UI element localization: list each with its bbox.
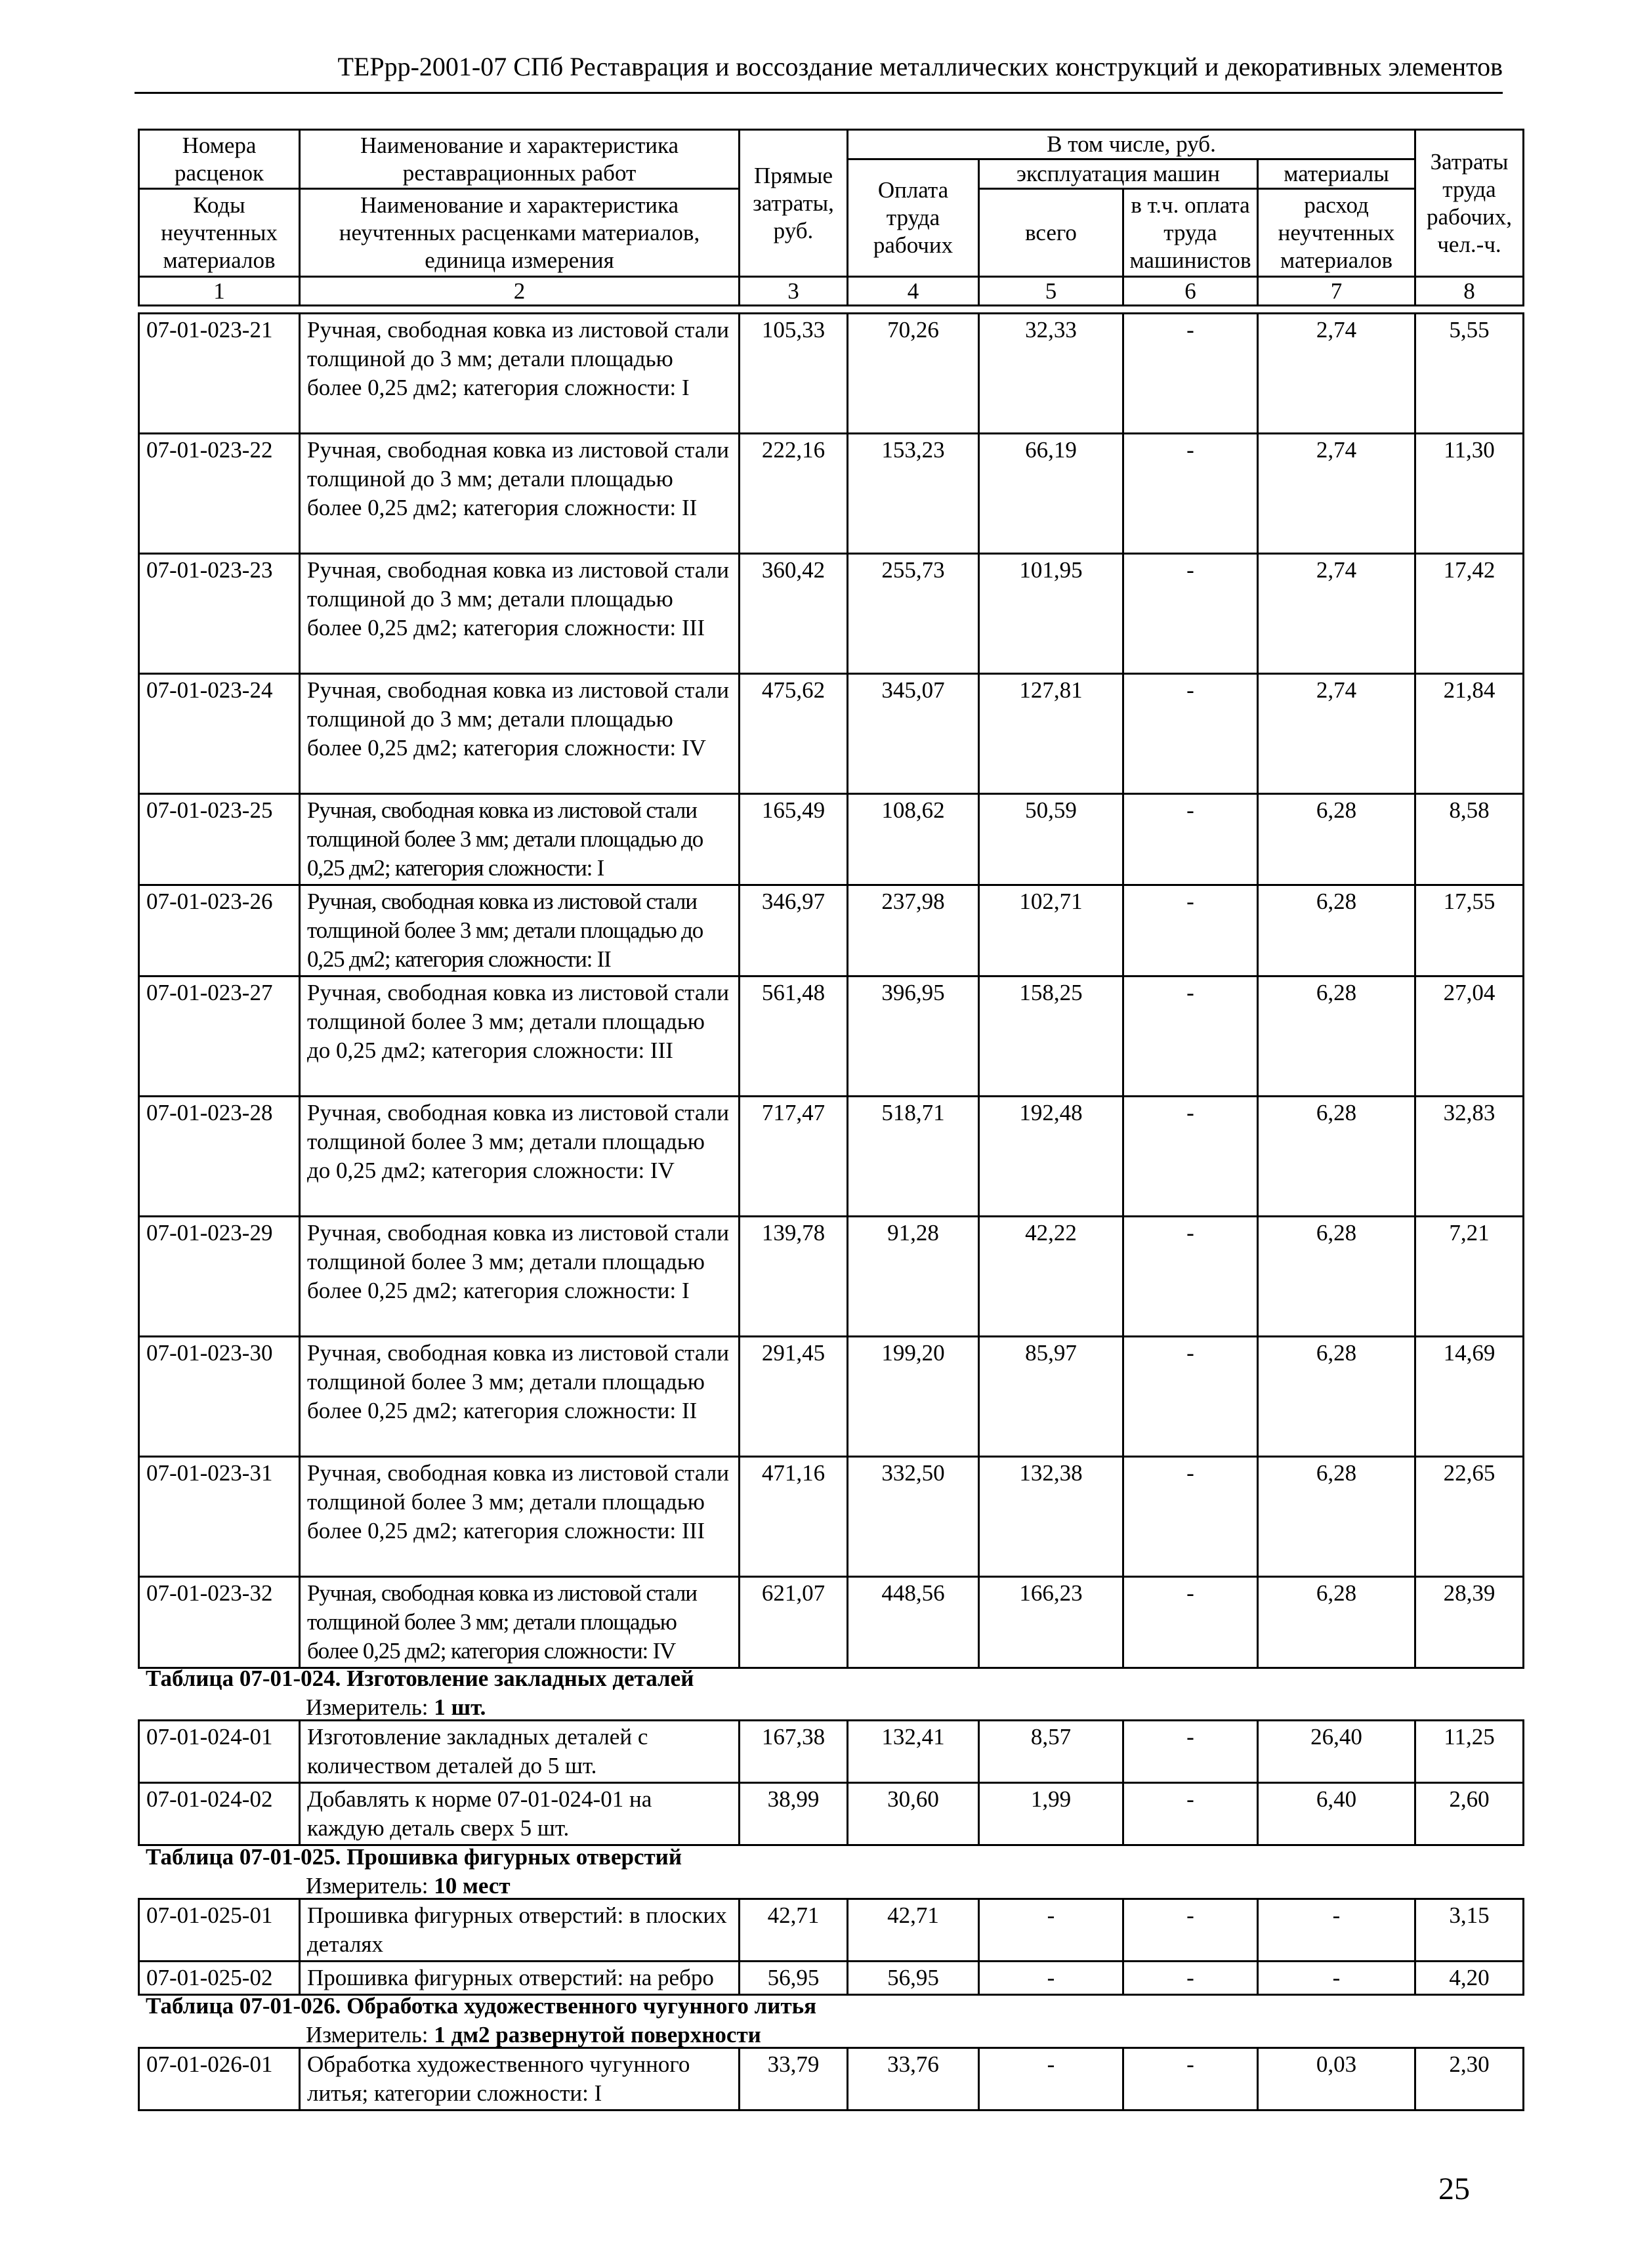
table-row	[139, 1899, 1524, 1962]
table-row	[139, 1337, 1524, 1457]
header-machines: эксплуатация машин	[979, 159, 1258, 189]
cell-direct: 139,78	[740, 1217, 848, 1337]
table-row	[139, 434, 1524, 554]
cell-materials: 2,74	[1258, 434, 1415, 554]
running-header: ТЕРрр-2001-07 СПб Реставрация и воссоздание металлических конструкций и декоративных элементов	[337, 52, 1503, 81]
cell-name: Изготовление закладных деталей с количеством деталей до 5 шт.	[300, 1721, 740, 1783]
col-number: 3	[740, 277, 848, 306]
cell-machines: -	[979, 1962, 1123, 1995]
cell-machinists: -	[1123, 554, 1258, 674]
rates-table	[138, 1719, 1524, 1846]
cell-labor: 56,95	[848, 1962, 979, 1995]
cell-materials: 0,03	[1258, 2048, 1415, 2110]
header-materials: материалы	[1258, 159, 1415, 189]
cell-name: Ручная, свободная ковка из листовой стали толщиной более 3 мм; детали площадью до 0,25 дм2; категория сложности: III	[300, 976, 740, 1097]
unit-label: Измеритель:	[306, 1694, 429, 1720]
cell-hours: 14,69	[1415, 1337, 1524, 1457]
cell-name: Ручная, свободная ковка из листовой стали толщиной до 3 мм; детали площадью более 0,25 дм2; категория сложности: I	[300, 314, 740, 434]
cell-hours: 7,21	[1415, 1217, 1524, 1337]
cell-machines: 127,81	[979, 674, 1123, 794]
cell-direct: 471,16	[740, 1457, 848, 1577]
cell-direct: 167,38	[740, 1721, 848, 1783]
cell-machines: 66,19	[979, 434, 1123, 554]
header-rule	[135, 92, 1503, 94]
cell-machinists: -	[1123, 674, 1258, 794]
cell-materials: 2,74	[1258, 674, 1415, 794]
cell-hours: 32,83	[1415, 1097, 1524, 1217]
cell-direct: 561,48	[740, 976, 848, 1097]
cell-hours: 2,30	[1415, 2048, 1524, 2110]
table-row	[139, 1097, 1524, 1217]
col-number: 2	[300, 277, 740, 306]
cell-hours: 28,39	[1415, 1577, 1524, 1668]
cell-code: 07-01-025-01	[139, 1899, 300, 1962]
col-number: 6	[1123, 277, 1258, 306]
unit-line	[306, 1873, 511, 1899]
cell-code: 07-01-023-24	[139, 674, 300, 794]
cell-labor: 199,20	[848, 1337, 979, 1457]
table-row	[139, 1457, 1524, 1577]
cell-direct: 56,95	[740, 1962, 848, 1995]
cell-labor: 255,73	[848, 554, 979, 674]
header-rate-numbers: Номера расценок	[139, 130, 300, 189]
cell-materials: 26,40	[1258, 1721, 1415, 1783]
col-number: 8	[1415, 277, 1524, 306]
unit-label: Измеритель:	[306, 1873, 429, 1899]
cell-machines: 132,38	[979, 1457, 1123, 1577]
unit-value: 1 дм2 развернутой поверхности	[434, 2022, 761, 2048]
cell-direct: 42,71	[740, 1899, 848, 1962]
cell-labor: 70,26	[848, 314, 979, 434]
table-row	[139, 314, 1524, 434]
cell-materials: -	[1258, 1899, 1415, 1962]
cell-hours: 27,04	[1415, 976, 1524, 1097]
cell-machinists: -	[1123, 1457, 1258, 1577]
cell-name: Ручная, свободная ковка из листовой стали толщиной более 3 мм; детали площадью более 0,25 дм2; категория сложности: II	[300, 1337, 740, 1457]
header-machines-total: всего	[979, 189, 1123, 277]
cell-hours: 11,30	[1415, 434, 1524, 554]
cell-machines: 101,95	[979, 554, 1123, 674]
page-number: 25	[1438, 2172, 1470, 2206]
cell-machinists: -	[1123, 1962, 1258, 1995]
rates-table	[138, 1898, 1524, 1996]
cell-materials: 6,28	[1258, 794, 1415, 885]
cell-materials: 6,28	[1258, 976, 1415, 1097]
unit-line	[306, 2022, 761, 2048]
cell-name: Ручная, свободная ковка из листовой стали толщиной более 3 мм; детали площадью до 0,25 дм2; категория сложности: II	[300, 885, 740, 976]
cell-code: 07-01-024-01	[139, 1721, 300, 1783]
cell-labor: 448,56	[848, 1577, 979, 1668]
cell-materials: 6,28	[1258, 885, 1415, 976]
cell-name: Ручная, свободная ковка из листовой стали толщиной более 3 мм; детали площадью до 0,25 дм2; категория сложности: IV	[300, 1097, 740, 1217]
cell-name: Ручная, свободная ковка из листовой стали толщиной до 3 мм; детали площадью более 0,25 дм2; категория сложности: III	[300, 554, 740, 674]
cell-materials: 2,74	[1258, 314, 1415, 434]
cell-materials: 6,28	[1258, 1577, 1415, 1668]
rates-table	[138, 2047, 1524, 2111]
header-work-name: Наименование и характеристика реставрационных работ	[300, 130, 740, 189]
cell-machinists: -	[1123, 1577, 1258, 1668]
cell-direct: 105,33	[740, 314, 848, 434]
cell-machines: 1,99	[979, 1783, 1123, 1845]
cell-hours: 17,42	[1415, 554, 1524, 674]
cell-machinists: -	[1123, 885, 1258, 976]
cell-labor: 33,76	[848, 2048, 979, 2110]
cell-machines: -	[979, 2048, 1123, 2110]
cell-direct: 291,45	[740, 1337, 848, 1457]
cell-labor: 518,71	[848, 1097, 979, 1217]
cell-labor: 30,60	[848, 1783, 979, 1845]
cell-code: 07-01-023-23	[139, 554, 300, 674]
cell-hours: 21,84	[1415, 674, 1524, 794]
cell-labor: 396,95	[848, 976, 979, 1097]
cell-direct: 360,42	[740, 554, 848, 674]
cell-machines: 102,71	[979, 885, 1123, 976]
cell-hours: 11,25	[1415, 1721, 1524, 1783]
unit-label: Измеритель:	[306, 2022, 429, 2048]
cell-name: Ручная, свободная ковка из листовой стали толщиной более 3 мм; детали площадью более 0,25 дм2; категория сложности: IV	[300, 1577, 740, 1668]
cell-materials: 6,28	[1258, 1457, 1415, 1577]
table-row	[139, 674, 1524, 794]
section-title: Таблица 07-01-026. Обработка художественного чугунного литья	[146, 1993, 817, 2019]
cell-machinists: -	[1123, 434, 1258, 554]
cell-machines: 158,25	[979, 976, 1123, 1097]
cell-direct: 33,79	[740, 2048, 848, 2110]
cell-direct: 621,07	[740, 1577, 848, 1668]
col-number: 7	[1258, 277, 1415, 306]
cell-hours: 4,20	[1415, 1962, 1524, 1995]
cell-direct: 165,49	[740, 794, 848, 885]
cell-labor: 345,07	[848, 674, 979, 794]
cell-direct: 222,16	[740, 434, 848, 554]
cell-name: Ручная, свободная ковка из листовой стали толщиной более 3 мм; детали площадью до 0,25 дм2; категория сложности: I	[300, 794, 740, 885]
table-row	[139, 1783, 1524, 1845]
cell-machines: 192,48	[979, 1097, 1123, 1217]
cell-name: Обработка художественного чугунного литья; категории сложности: I	[300, 2048, 740, 2110]
header-material-codes: Коды неучтенных материалов	[139, 189, 300, 277]
cell-direct: 717,47	[740, 1097, 848, 1217]
cell-code: 07-01-026-01	[139, 2048, 300, 2110]
cell-machines: 85,97	[979, 1337, 1123, 1457]
cell-machines: 166,23	[979, 1577, 1123, 1668]
cell-labor: 108,62	[848, 794, 979, 885]
cell-direct: 38,99	[740, 1783, 848, 1845]
cell-machines: 42,22	[979, 1217, 1123, 1337]
table-row	[139, 976, 1524, 1097]
cell-hours: 3,15	[1415, 1899, 1524, 1962]
cell-code: 07-01-023-21	[139, 314, 300, 434]
cell-materials: 6,28	[1258, 1217, 1415, 1337]
cell-materials: -	[1258, 1962, 1415, 1995]
cell-name: Ручная, свободная ковка из листовой стали толщиной до 3 мм; детали площадью более 0,25 дм2; категория сложности: II	[300, 434, 740, 554]
unit-value: 1 шт.	[434, 1694, 486, 1720]
unit-value: 10 мест	[434, 1873, 511, 1899]
cell-code: 07-01-023-28	[139, 1097, 300, 1217]
cell-machines: 50,59	[979, 794, 1123, 885]
cell-machinists: -	[1123, 1337, 1258, 1457]
cell-code: 07-01-023-30	[139, 1337, 300, 1457]
cell-machinists: -	[1123, 1217, 1258, 1337]
table-row	[139, 554, 1524, 674]
table-row	[139, 2048, 1524, 2110]
header-labor-pay: Оплата труда рабочих	[848, 159, 979, 277]
cell-materials: 6,28	[1258, 1337, 1415, 1457]
cell-materials: 6,40	[1258, 1783, 1415, 1845]
cell-machinists: -	[1123, 794, 1258, 885]
cell-labor: 153,23	[848, 434, 979, 554]
cell-labor: 132,41	[848, 1721, 979, 1783]
col-number: 4	[848, 277, 979, 306]
cell-code: 07-01-025-02	[139, 1962, 300, 1995]
header-material-name: Наименование и характеристика неучтенных расценками материалов, единица измерения	[300, 189, 740, 277]
cell-machinists: -	[1123, 1097, 1258, 1217]
cell-hours: 17,55	[1415, 885, 1524, 976]
unit-line	[306, 1694, 486, 1721]
cell-materials: 2,74	[1258, 554, 1415, 674]
table-row	[139, 794, 1524, 885]
cell-code: 07-01-023-31	[139, 1457, 300, 1577]
cell-name: Прошивка фигурных отверстий: в плоских деталях	[300, 1899, 740, 1962]
cell-hours: 8,58	[1415, 794, 1524, 885]
col-number: 5	[979, 277, 1123, 306]
cell-direct: 346,97	[740, 885, 848, 976]
cell-machinists: -	[1123, 314, 1258, 434]
cell-machines: -	[979, 1899, 1123, 1962]
cell-machinists: -	[1123, 1899, 1258, 1962]
table-row	[139, 1577, 1524, 1668]
cell-machines: 8,57	[979, 1721, 1123, 1783]
cell-labor: 42,71	[848, 1899, 979, 1962]
cell-name: Добавлять к норме 07-01-024-01 на каждую деталь сверх 5 шт.	[300, 1783, 740, 1845]
cell-name: Прошивка фигурных отверстий: на ребро	[300, 1962, 740, 1995]
cell-labor: 332,50	[848, 1457, 979, 1577]
cell-hours: 22,65	[1415, 1457, 1524, 1577]
cell-labor: 237,98	[848, 885, 979, 976]
header-labor-costs: Затраты труда рабочих, чел.-ч.	[1415, 130, 1524, 277]
cell-code: 07-01-023-26	[139, 885, 300, 976]
cell-machines: 32,33	[979, 314, 1123, 434]
cell-labor: 91,28	[848, 1217, 979, 1337]
cell-materials: 6,28	[1258, 1097, 1415, 1217]
header-machinists-pay: в т.ч. оплата труда машинистов	[1123, 189, 1258, 277]
rates-table-header	[138, 129, 1524, 306]
header-direct-costs: Прямые затраты, руб.	[740, 130, 848, 277]
rates-table	[138, 312, 1524, 1669]
section-title: Таблица 07-01-025. Прошивка фигурных отверстий	[146, 1844, 682, 1870]
cell-machinists: -	[1123, 976, 1258, 1097]
table-row	[139, 1962, 1524, 1995]
cell-name: Ручная, свободная ковка из листовой стали толщиной более 3 мм; детали площадью более 0,25 дм2; категория сложности: I	[300, 1217, 740, 1337]
cell-direct: 475,62	[740, 674, 848, 794]
table-row	[139, 1721, 1524, 1783]
cell-code: 07-01-023-27	[139, 976, 300, 1097]
cell-code: 07-01-024-02	[139, 1783, 300, 1845]
cell-name: Ручная, свободная ковка из листовой стали толщиной более 3 мм; детали площадью более 0,25 дм2; категория сложности: III	[300, 1457, 740, 1577]
cell-code: 07-01-023-32	[139, 1577, 300, 1668]
section-title: Таблица 07-01-024. Изготовление закладных деталей	[146, 1666, 694, 1691]
cell-hours: 5,55	[1415, 314, 1524, 434]
cell-name: Ручная, свободная ковка из листовой стали толщиной до 3 мм; детали площадью более 0,25 дм2; категория сложности: IV	[300, 674, 740, 794]
cell-code: 07-01-023-25	[139, 794, 300, 885]
table-row	[139, 885, 1524, 976]
header-including: В том числе, руб.	[848, 130, 1415, 159]
col-number: 1	[139, 277, 300, 306]
cell-code: 07-01-023-29	[139, 1217, 300, 1337]
cell-machinists: -	[1123, 1721, 1258, 1783]
header-unaccounted-consumption: расход неучтенных материалов	[1258, 189, 1415, 277]
table-row	[139, 1217, 1524, 1337]
cell-machinists: -	[1123, 2048, 1258, 2110]
cell-machinists: -	[1123, 1783, 1258, 1845]
cell-code: 07-01-023-22	[139, 434, 300, 554]
cell-hours: 2,60	[1415, 1783, 1524, 1845]
